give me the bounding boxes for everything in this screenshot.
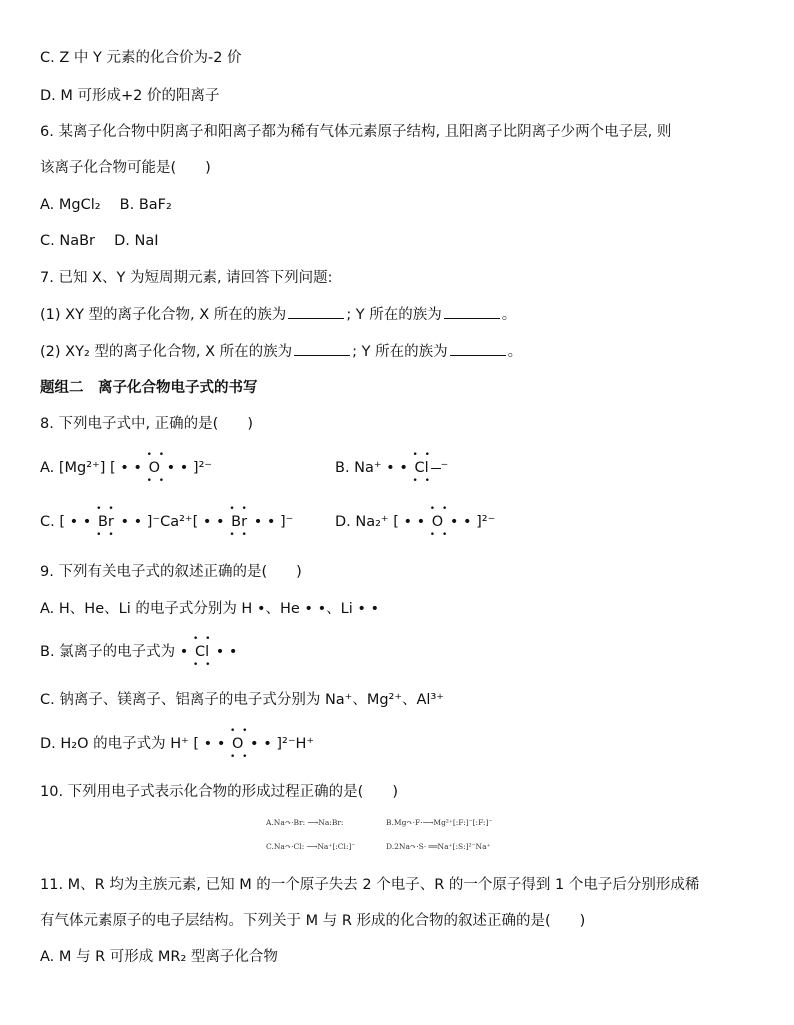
electron-dot-oxygen: • • O • • <box>429 504 450 540</box>
q8-b-suffix: ⁻ <box>440 460 449 476</box>
element-symbol: O <box>431 514 444 530</box>
answer-blank[interactable] <box>450 342 506 356</box>
period: 。 <box>501 307 517 323</box>
answer-blank[interactable] <box>294 342 350 356</box>
question-11-text-line2: 有气体元素原子的电子层结构。下列关于 M 与 R 形成的化合物的叙述正确的是( ) <box>40 913 586 929</box>
option-d-m: D. M 可形成+2 价的阳离子 <box>40 88 220 104</box>
element-symbol: Br <box>231 514 248 530</box>
dot: • <box>179 644 189 660</box>
charge-bar <box>431 468 441 469</box>
q10-option-c: C.Na↷·Cl: ⟶Na⁺[:Cl:]⁻ <box>266 842 356 851</box>
electron-dot-oxygen: • • O • • <box>230 726 250 762</box>
question-6-options-cd: C. NaBr D. NaI <box>40 233 159 249</box>
q7-part2-label: (2) XY₂ 型的离子化合物, X 所在的族为 <box>40 344 293 360</box>
q10-option-b: B.Mg↷·F·⟶Mg²⁺[:F:]⁻[:F:]⁻ <box>386 818 493 827</box>
q8-option-d <box>335 504 496 540</box>
element-symbol: O <box>148 460 160 476</box>
q9-d-prefix: H⁺ [ • • <box>170 736 226 752</box>
electron-dot-bromine: • • Br • • <box>229 504 249 540</box>
element-symbol: Cl <box>194 644 210 660</box>
electron-dot-chlorine: • • Cl • • <box>192 634 213 670</box>
q8-option-a <box>40 450 213 486</box>
question-6-text-line2: 该离子化合物可能是( ) <box>40 160 211 176</box>
q7-part1-label: (1) XY 型的离子化合物, X 所在的族为 <box>40 307 287 323</box>
q8-c-suffix: • • ]⁻ <box>253 514 294 530</box>
question-8-text: 8. 下列电子式中, 正确的是( ) <box>40 416 253 432</box>
q8-a-prefix: A. [Mg²⁺] [ • • <box>40 460 142 476</box>
electron-dot-oxygen: • • O • • <box>146 450 167 486</box>
electron-dot-bromine: • • Br • • <box>96 504 116 540</box>
element-symbol: O <box>232 736 244 752</box>
q8-option-c <box>40 504 294 540</box>
element-symbol: Br <box>97 514 114 530</box>
q9-b-suffix: • • <box>215 644 238 660</box>
question-7-text: 7. 已知 X、Y 为短周期元素, 请回答下列问题: <box>40 270 333 286</box>
question-6-options-ab: A. MgCl₂ B. BaF₂ <box>40 197 172 213</box>
q7-part1-label-y: ; Y 所在的族为 <box>346 307 442 323</box>
q8-d-suffix: • • ]²⁻ <box>449 514 496 530</box>
q11-option-a: A. M 与 R 可形成 MR₂ 型离子化合物 <box>40 949 278 965</box>
q8-d-prefix: D. Na₂⁺ [ • • <box>335 514 426 530</box>
q9-option-d <box>40 726 315 762</box>
q8-option-b <box>335 450 449 486</box>
q9-d-label: D. H₂O 的电子式为 <box>40 736 166 752</box>
question-9-text: 9. 下列有关电子式的叙述正确的是( ) <box>40 564 302 580</box>
q9-d-suffix: • • ]²⁻H⁺ <box>250 736 315 752</box>
question-7-part1 <box>40 305 516 325</box>
q10-option-d: D.2Na↷·S· ══Na⁺[:S:]²⁻Na⁺ <box>386 842 491 851</box>
q8-c-mid: • • ]⁻Ca²⁺[ • • <box>120 514 225 530</box>
question-7-part2 <box>40 342 522 362</box>
q8-c-prefix: C. [ • • <box>40 514 92 530</box>
period: 。 <box>507 344 523 360</box>
q9-option-b <box>40 634 238 670</box>
question-6-text-line1: 6. 某离子化合物中阴离子和阳离子都为稀有气体元素原子结构, 且阳离子比阴离子少两个电子层, 则 <box>40 124 672 140</box>
q9-b-label: B. 氯离子的电子式为 <box>40 644 176 660</box>
section-heading: 题组二 离子化合物电子式的书写 <box>40 380 258 396</box>
electron-dot-chlorine: • • Cl • • <box>412 450 432 486</box>
element-symbol: Cl <box>414 460 429 476</box>
question-11-text-line1: 11. M、R 均为主族元素, 已知 M 的一个原子失去 2 个电子、R 的一个原子得到 1 个电子后分别形成稀 <box>40 877 700 893</box>
q9-option-a: A. H、He、Li 的电子式分别为 H •、He • •、Li • • <box>40 601 380 617</box>
q8-b-prefix: B. Na⁺ • • <box>335 460 408 476</box>
q7-part2-label-y: ; Y 所在的族为 <box>352 344 448 360</box>
question-10-text: 10. 下列用电子式表示化合物的形成过程正确的是( ) <box>40 784 398 800</box>
answer-blank[interactable] <box>444 305 500 319</box>
q10-figure <box>266 814 536 858</box>
option-c-z: C. Z 中 Y 元素的化合价为-2 价 <box>40 50 242 66</box>
q9-option-c: C. 钠离子、镁离子、铝离子的电子式分别为 Na⁺、Mg²⁺、Al³⁺ <box>40 692 444 708</box>
q10-option-a: A.Na↷·Br: ⟶Na:Br: <box>266 818 344 827</box>
answer-blank[interactable] <box>288 305 344 319</box>
q8-a-suffix: • • ]²⁻ <box>166 460 213 476</box>
